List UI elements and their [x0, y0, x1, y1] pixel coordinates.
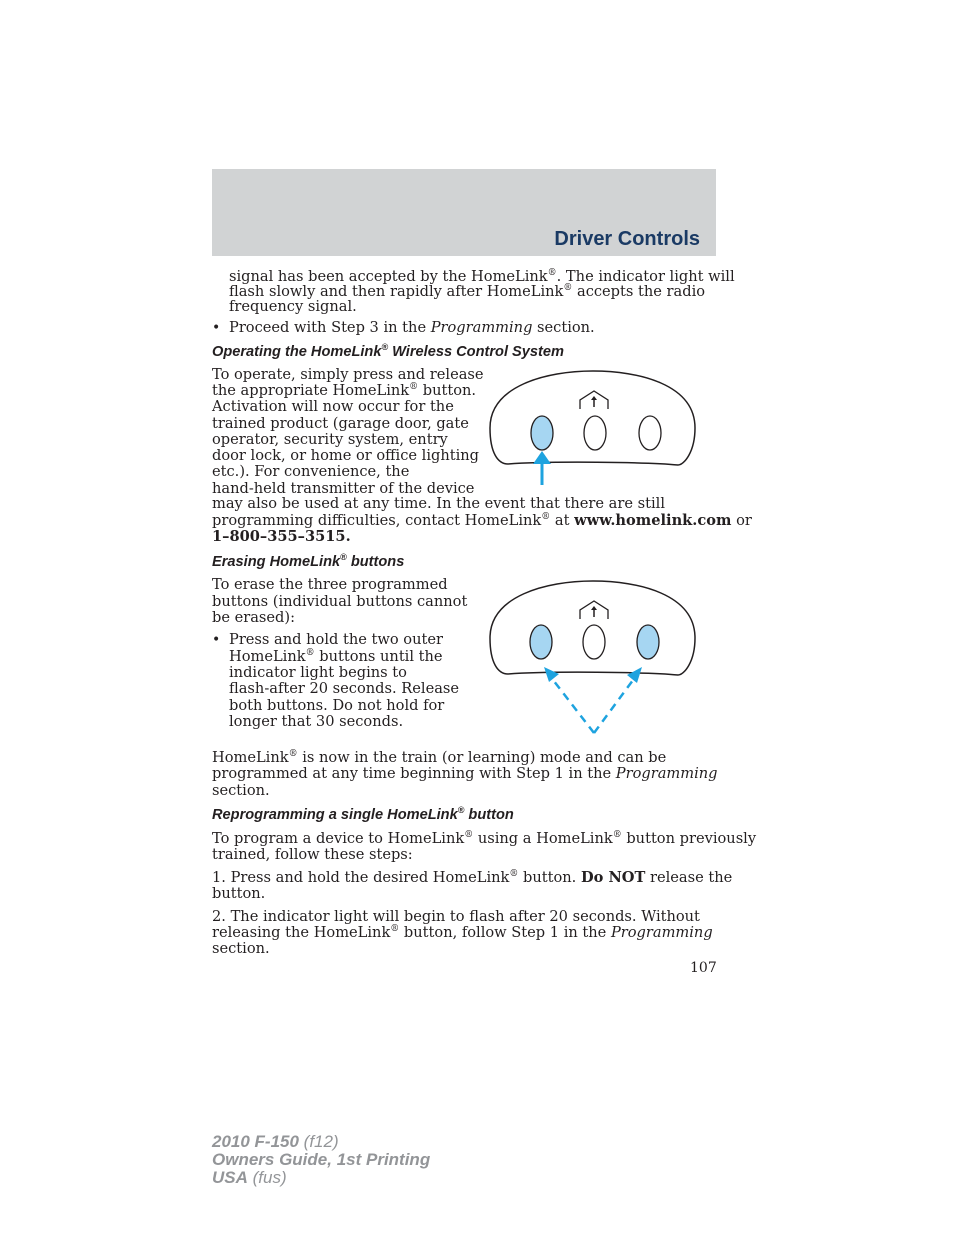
operating-line: door lock, or home or office lighting	[212, 447, 479, 464]
press-arrow-left-shaft	[550, 676, 594, 733]
intro-line-3: frequency signal.	[229, 298, 357, 315]
homelink-button-center	[583, 625, 605, 659]
footer-line-2: Owners Guide, 1st Printing	[212, 1150, 431, 1169]
operating-line: trained product (garage door, gate	[212, 415, 469, 432]
heading-reprogramming: Reprogramming a single HomeLink® button	[212, 805, 514, 823]
homelink-url: www.homelink.com	[574, 512, 732, 529]
operating-line: may also be used at any time. In the event that there are still	[212, 495, 665, 512]
intro-line-2: flash slowly and then rapidly after HomeLink® accepts the radio	[229, 283, 706, 300]
erasing-after-line: programmed at any time beginning with Step 1 in the Programming	[212, 765, 718, 782]
reprog-step1: 1. Press and hold the desired HomeLink® button. Do NOT release the	[212, 869, 733, 886]
operating-line: operator, security system, entry	[212, 431, 448, 448]
bullet: •	[212, 632, 221, 648]
press-arrow-right-shaft	[594, 676, 636, 733]
homelink-diagram-single	[488, 368, 700, 486]
operating-line: programming difficulties, contact HomeLink® at www.homelink.com or	[212, 512, 752, 529]
operating-line: hand-held transmitter of the device	[212, 480, 475, 497]
heading-operating: Operating the HomeLink® Wireless Control System	[212, 342, 564, 360]
reprog-step2: section.	[212, 940, 270, 957]
page-number: 107	[690, 960, 717, 976]
reprog-line: trained, follow these steps:	[212, 846, 413, 863]
erasing-bullet-line: Press and hold the two outer	[229, 631, 443, 648]
reprog-step2: releasing the HomeLink® button, follow Step 1 in the Programming	[212, 924, 713, 941]
homelink-button-left	[531, 416, 553, 450]
operating-line: Activation will now occur for the	[212, 398, 454, 415]
erasing-bullet-line: flash-after 20 seconds. Release	[229, 680, 460, 697]
footer-line-3: USA (fus)	[212, 1168, 287, 1187]
footer-line-1: 2010 F-150 (f12)	[212, 1132, 339, 1151]
bullet: •	[212, 320, 221, 336]
homelink-phone: 1–800–355–3515.	[212, 528, 351, 545]
section-title: Driver Controls	[554, 228, 700, 250]
erasing-line: To erase the three programmed	[212, 576, 448, 593]
erasing-bullet-line: HomeLink® buttons until the	[229, 648, 443, 665]
operating-line: To operate, simply press and release	[212, 366, 484, 383]
footer	[212, 1133, 430, 1187]
homelink-button-right	[639, 416, 661, 450]
reprog-line: To program a device to HomeLink® using a HomeLink® button previously	[212, 830, 757, 847]
erasing-bullet-line: longer that 30 seconds.	[229, 713, 404, 730]
homelink-diagram-erase	[488, 578, 700, 738]
heading-erasing: Erasing HomeLink® buttons	[212, 552, 405, 570]
erasing-line: buttons (individual buttons cannot	[212, 593, 468, 610]
operating-line: the appropriate HomeLink® button.	[212, 382, 477, 399]
header-band	[212, 169, 716, 256]
erasing-bullet-line: both buttons. Do not hold for	[229, 697, 445, 714]
operating-line: etc.). For convenience, the	[212, 463, 410, 480]
intro-bullet: Proceed with Step 3 in the Programming section.	[229, 319, 595, 336]
reprog-step2: 2. The indicator light will begin to flash after 20 seconds. Without	[212, 908, 700, 925]
homelink-button-left	[530, 625, 552, 659]
homelink-button-right	[637, 625, 659, 659]
reprog-step1: button.	[212, 885, 266, 902]
erasing-after-line: section.	[212, 782, 270, 799]
homelink-button-center	[584, 416, 606, 450]
erasing-bullet-line: indicator light begins to	[229, 664, 407, 681]
intro-line-1: signal has been accepted by the HomeLink®. The indicator light will	[229, 268, 735, 285]
erasing-line: be erased):	[212, 609, 296, 626]
erasing-after-line: HomeLink® is now in the train (or learning) mode and can be	[212, 749, 667, 766]
